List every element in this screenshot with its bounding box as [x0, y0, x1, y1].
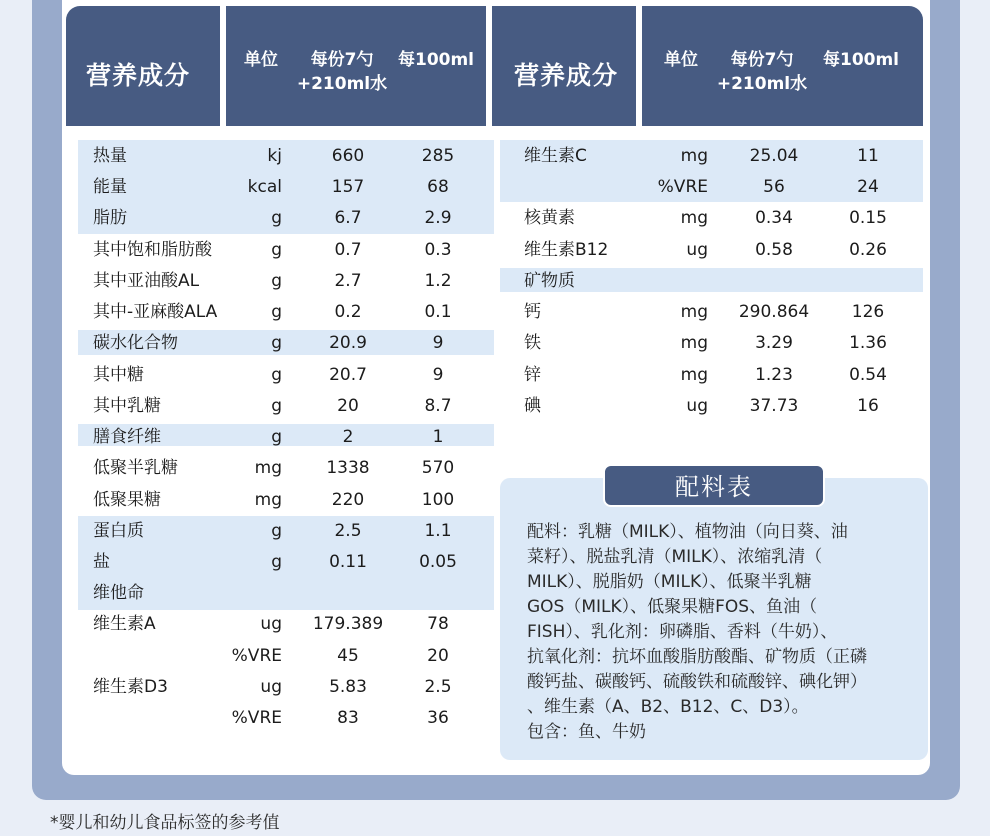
- nutrient-unit: mg: [254, 490, 282, 510]
- ingredients-line: 酸钙盐、碳酸钙、硫酸铁和硫酸锌、碘化钾）: [527, 672, 867, 692]
- nutrient-name: 碘: [524, 396, 541, 416]
- nutrient-name: 其中糖: [93, 365, 144, 385]
- nutrient-per100: 36: [427, 708, 449, 728]
- nutrient-per100: 0.3: [424, 240, 452, 260]
- nutrient-per100: 100: [421, 490, 455, 510]
- nutrient-unit: ug: [686, 396, 708, 416]
- nutrient-serving: 45: [337, 646, 359, 666]
- nutrient-per100: 20: [427, 646, 449, 666]
- nutrient-per100: 285: [421, 146, 455, 166]
- nutrient-name: 核黄素: [524, 208, 575, 228]
- right-header-serving-line1: 每份7勺: [730, 50, 794, 70]
- nutrient-name: 低聚果糖: [93, 490, 161, 510]
- nutrient-name: 能量: [93, 177, 127, 197]
- nutrient-unit: mg: [680, 146, 708, 166]
- nutrient-serving: 6.7: [334, 208, 362, 228]
- right-header-unit: 单位: [664, 50, 698, 70]
- nutrient-per100: 68: [427, 177, 449, 197]
- nutrient-per100: 24: [857, 177, 879, 197]
- ingredients-line: MILK）、脱脂奶（MILK）、低聚半乳糖: [527, 572, 812, 592]
- nutrient-serving: 56: [763, 177, 785, 197]
- nutrient-serving: 2.5: [334, 521, 362, 541]
- ingredients-line: 菜籽）、脱盐乳清（MILK）、浓缩乳清（: [527, 547, 823, 567]
- nutrient-serving: 25.04: [749, 146, 799, 166]
- nutrient-unit: %VRE: [657, 177, 708, 197]
- ingredients-line: 、维生素（A、B2、B12、C、D3）。: [527, 697, 809, 717]
- nutrient-per100: 9: [432, 333, 444, 353]
- left-header-per100: 每100ml: [397, 50, 475, 70]
- ingredients-title: 配料表: [603, 464, 825, 507]
- nutrient-per100: 0.1: [424, 302, 452, 322]
- nutrient-unit: mg: [680, 365, 708, 385]
- nutrient-serving: 157: [331, 177, 365, 197]
- nutrient-per100: 570: [421, 458, 455, 478]
- nutrient-per100: 16: [857, 396, 879, 416]
- nutrient-name: 其中-亚麻酸ALA: [93, 302, 218, 322]
- ingredients-line: 抗氧化剂：抗坏血酸脂肪酸酯、矿物质（正磷: [527, 647, 867, 667]
- nutrient-name: 其中乳糖: [93, 396, 161, 416]
- nutrient-unit: ug: [686, 240, 708, 260]
- nutrient-serving: 3.29: [755, 333, 793, 353]
- right-header-title: 营养成分: [514, 61, 619, 90]
- nutrient-name: 维生素A: [93, 614, 156, 634]
- left-header-serving-line1: 每份7勺: [310, 50, 374, 70]
- nutrient-name: 碳水化合物: [93, 333, 178, 353]
- nutrient-per100: 1.36: [849, 333, 887, 353]
- nutrient-unit: ug: [260, 677, 282, 697]
- nutrient-per100: 9: [432, 365, 444, 385]
- left-header-title: 营养成分: [86, 61, 191, 90]
- ingredients-text: [527, 520, 909, 745]
- nutrient-serving: 220: [331, 490, 365, 510]
- nutrient-name: 蛋白质: [93, 521, 144, 541]
- nutrient-serving: 83: [337, 708, 359, 728]
- nutrient-serving: 2.7: [334, 271, 362, 291]
- nutrient-name: 锌: [524, 365, 541, 385]
- nutrient-per100: 1: [432, 427, 444, 447]
- nutrient-per100: 11: [857, 146, 879, 166]
- nutrient-per100: 8.7: [424, 396, 452, 416]
- nutrient-name: 维生素C: [524, 146, 587, 166]
- nutrient-serving: 0.34: [755, 208, 793, 228]
- nutrient-serving: 1338: [326, 458, 370, 478]
- nutrient-unit: g: [271, 365, 282, 385]
- nutrient-serving: 20: [337, 396, 359, 416]
- nutrient-per100: 0.15: [849, 208, 887, 228]
- nutrient-serving: 1.23: [755, 365, 793, 385]
- nutrient-unit: mg: [680, 302, 708, 322]
- left-header-serving-line2: +210ml水: [296, 74, 388, 94]
- nutrient-per100: 78: [427, 614, 449, 634]
- nutrient-per100: 0.05: [419, 552, 457, 572]
- nutrient-unit: %VRE: [231, 646, 282, 666]
- nutrient-serving: 2: [342, 427, 354, 447]
- nutrient-unit: g: [271, 240, 282, 260]
- footnote: *婴儿和幼儿食品标签的参考值: [50, 813, 280, 833]
- nutrient-serving: 20.7: [329, 365, 367, 385]
- nutrient-unit: mg: [680, 333, 708, 353]
- right-header-per100: 每100ml: [822, 50, 900, 70]
- nutrient-name: 脂肪: [93, 208, 127, 228]
- nutrient-unit: g: [271, 333, 282, 353]
- nutrient-per100: 2.9: [424, 208, 452, 228]
- nutrient-serving: 0.11: [329, 552, 367, 572]
- nutrient-name: 钙: [524, 302, 541, 322]
- nutrient-name: 维他命: [93, 583, 144, 603]
- nutrient-serving: 0.58: [755, 240, 793, 260]
- nutrient-unit: kj: [267, 146, 282, 166]
- ingredients-line: 配料：乳糖（MILK）、植物油（向日葵、油: [527, 522, 848, 542]
- nutrient-name: 低聚半乳糖: [93, 458, 178, 478]
- right-header-serving-line2: +210ml水: [716, 74, 808, 94]
- nutrient-serving: 660: [331, 146, 365, 166]
- nutrient-unit: g: [271, 552, 282, 572]
- left-header-unit: 单位: [244, 50, 278, 70]
- nutrient-serving: 20.9: [329, 333, 367, 353]
- nutrient-per100: 1.1: [424, 521, 452, 541]
- nutrient-serving: 290.864: [738, 302, 810, 322]
- nutrient-name: 维生素B12: [524, 240, 609, 260]
- nutrient-name: 膳食纤维: [93, 427, 161, 447]
- left-header-serving: [288, 48, 396, 96]
- nutrient-unit: g: [271, 208, 282, 228]
- nutrient-unit: %VRE: [231, 708, 282, 728]
- nutrient-name: 热量: [93, 146, 127, 166]
- nutrient-unit: g: [271, 271, 282, 291]
- nutrient-serving: 0.2: [334, 302, 362, 322]
- nutrient-serving: 37.73: [749, 396, 799, 416]
- nutrient-per100: 2.5: [424, 677, 452, 697]
- ingredients-line: FISH）、乳化剂：卵磷脂、香料（牛奶）、: [527, 622, 838, 642]
- nutrient-name: 维生素D3: [93, 677, 168, 697]
- nutrient-name: 其中亚油酸AL: [93, 271, 200, 291]
- nutrient-name: 铁: [524, 333, 541, 353]
- nutrient-serving: 179.389: [312, 614, 384, 634]
- nutrient-serving: 5.83: [329, 677, 367, 697]
- nutrient-per100: 0.54: [849, 365, 887, 385]
- nutrient-unit: ug: [260, 614, 282, 634]
- nutrient-name: 其中饱和脂肪酸: [93, 240, 212, 260]
- nutrient-name: 盐: [93, 552, 110, 572]
- nutrient-unit: mg: [254, 458, 282, 478]
- right-header-serving: [708, 48, 816, 96]
- nutrient-unit: g: [271, 396, 282, 416]
- nutrient-unit: g: [271, 427, 282, 447]
- nutrient-unit: g: [271, 302, 282, 322]
- nutrient-name: 矿物质: [524, 271, 575, 291]
- nutrient-unit: mg: [680, 208, 708, 228]
- nutrient-per100: 0.26: [849, 240, 887, 260]
- ingredients-line: 包含：鱼、牛奶: [527, 722, 646, 742]
- nutrient-unit: kcal: [247, 177, 282, 197]
- nutrient-unit: g: [271, 521, 282, 541]
- nutrient-per100: 126: [851, 302, 885, 322]
- ingredients-line: GOS（MILK）、低聚果糖FOS、鱼油（: [527, 597, 818, 617]
- nutrient-per100: 1.2: [424, 271, 452, 291]
- nutrient-serving: 0.7: [334, 240, 362, 260]
